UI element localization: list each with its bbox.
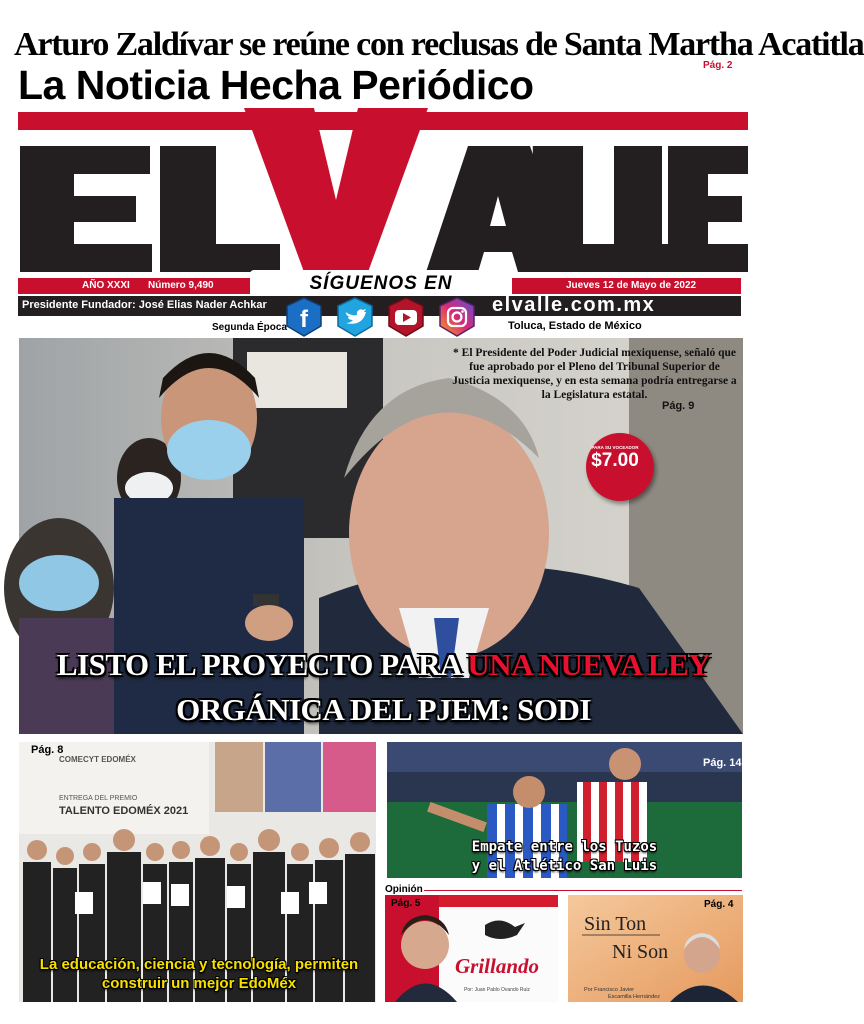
price-label: PARA SU VOCEADOR: [591, 445, 639, 450]
year-label: AÑO XXXI: [82, 280, 130, 291]
sports-story-page: Pág. 14: [703, 757, 742, 769]
masthead-logo[interactable]: [18, 108, 748, 276]
sinton-page: Pág. 4: [704, 899, 734, 910]
main-headline-line2[interactable]: ORGÁNICA DEL PJEM: SODI: [176, 692, 591, 727]
sports-caption-line1: Empate entre los Tuzos: [471, 839, 658, 855]
banner-logos: COMECYT EDOMÉX: [59, 755, 136, 764]
city-label: Toluca, Estado de México: [508, 320, 642, 332]
price-value: $7.00: [591, 450, 639, 471]
youtube-icon[interactable]: [387, 296, 425, 338]
grillando-title: Grillando: [454, 954, 540, 978]
opinion-column-sinton[interactable]: [568, 895, 743, 1002]
website-link[interactable]: elvalle.com.mx: [492, 294, 656, 316]
top-headline-page: Pág. 2: [703, 60, 733, 71]
sports-story-caption[interactable]: [387, 838, 742, 876]
education-story-caption[interactable]: La educación, ciencia y tecnología, permiten construir un mejor EdoMéx: [39, 956, 359, 992]
svg-text:f: f: [300, 306, 308, 333]
epoch-label: Segunda Época: [212, 322, 288, 333]
opinion-column-grillando[interactable]: [385, 895, 558, 1002]
issue-date: Jueves 12 de Mayo de 2022: [566, 280, 697, 291]
opinion-divider: [424, 890, 742, 891]
facebook-icon[interactable]: [285, 296, 323, 338]
main-headline-white: LISTO EL PROYECTO PARA: [56, 647, 468, 682]
opinion-label: Opinión: [385, 884, 423, 895]
sinton-author-line2: Escamilla Hernández: [608, 994, 660, 1000]
sinton-author-line1: Por Francisco Javier: [584, 987, 635, 993]
education-story-page: Pág. 8: [31, 744, 64, 756]
top-headline[interactable]: Arturo Zaldívar se reúne con reclusas de Santa Martha Acatitla: [14, 26, 864, 63]
main-headline-red: UNA NUEVA LEY: [467, 647, 711, 682]
grillando-page: Pág. 5: [391, 898, 421, 909]
slogan: La Noticia Hecha Periódico: [18, 62, 534, 108]
founder-line: Presidente Fundador: José Elias Nader Achkar: [22, 299, 267, 311]
instagram-icon[interactable]: [438, 296, 476, 338]
main-story-caption: * El Presidente del Poder Judicial mexiquense, señaló que fue aprobado por el Pleno del Tribunal Superior de Justicia mexiquense, y en esta semana podría entregarse a la Legislatura estatal.: [452, 347, 737, 401]
follow-us-label: SÍGUENOS EN: [250, 270, 512, 298]
twitter-icon[interactable]: [336, 296, 374, 338]
issue-number: Número 9,490: [148, 280, 214, 291]
main-headline-line1[interactable]: [26, 647, 741, 683]
sinton-title-line2: Ni Son: [612, 941, 669, 963]
main-story-page: Pág. 9: [662, 400, 695, 412]
grillando-author: Por: Juan Pablo Ovando Ruiz: [464, 987, 530, 993]
banner-small: ENTREGA DEL PREMIO: [59, 795, 138, 802]
sinton-title-line1: Sin Ton: [584, 913, 647, 935]
sports-caption-line2: y el Atlético San Luis: [471, 858, 658, 874]
banner-title: TALENTO EDOMÉX 2021: [59, 805, 189, 817]
